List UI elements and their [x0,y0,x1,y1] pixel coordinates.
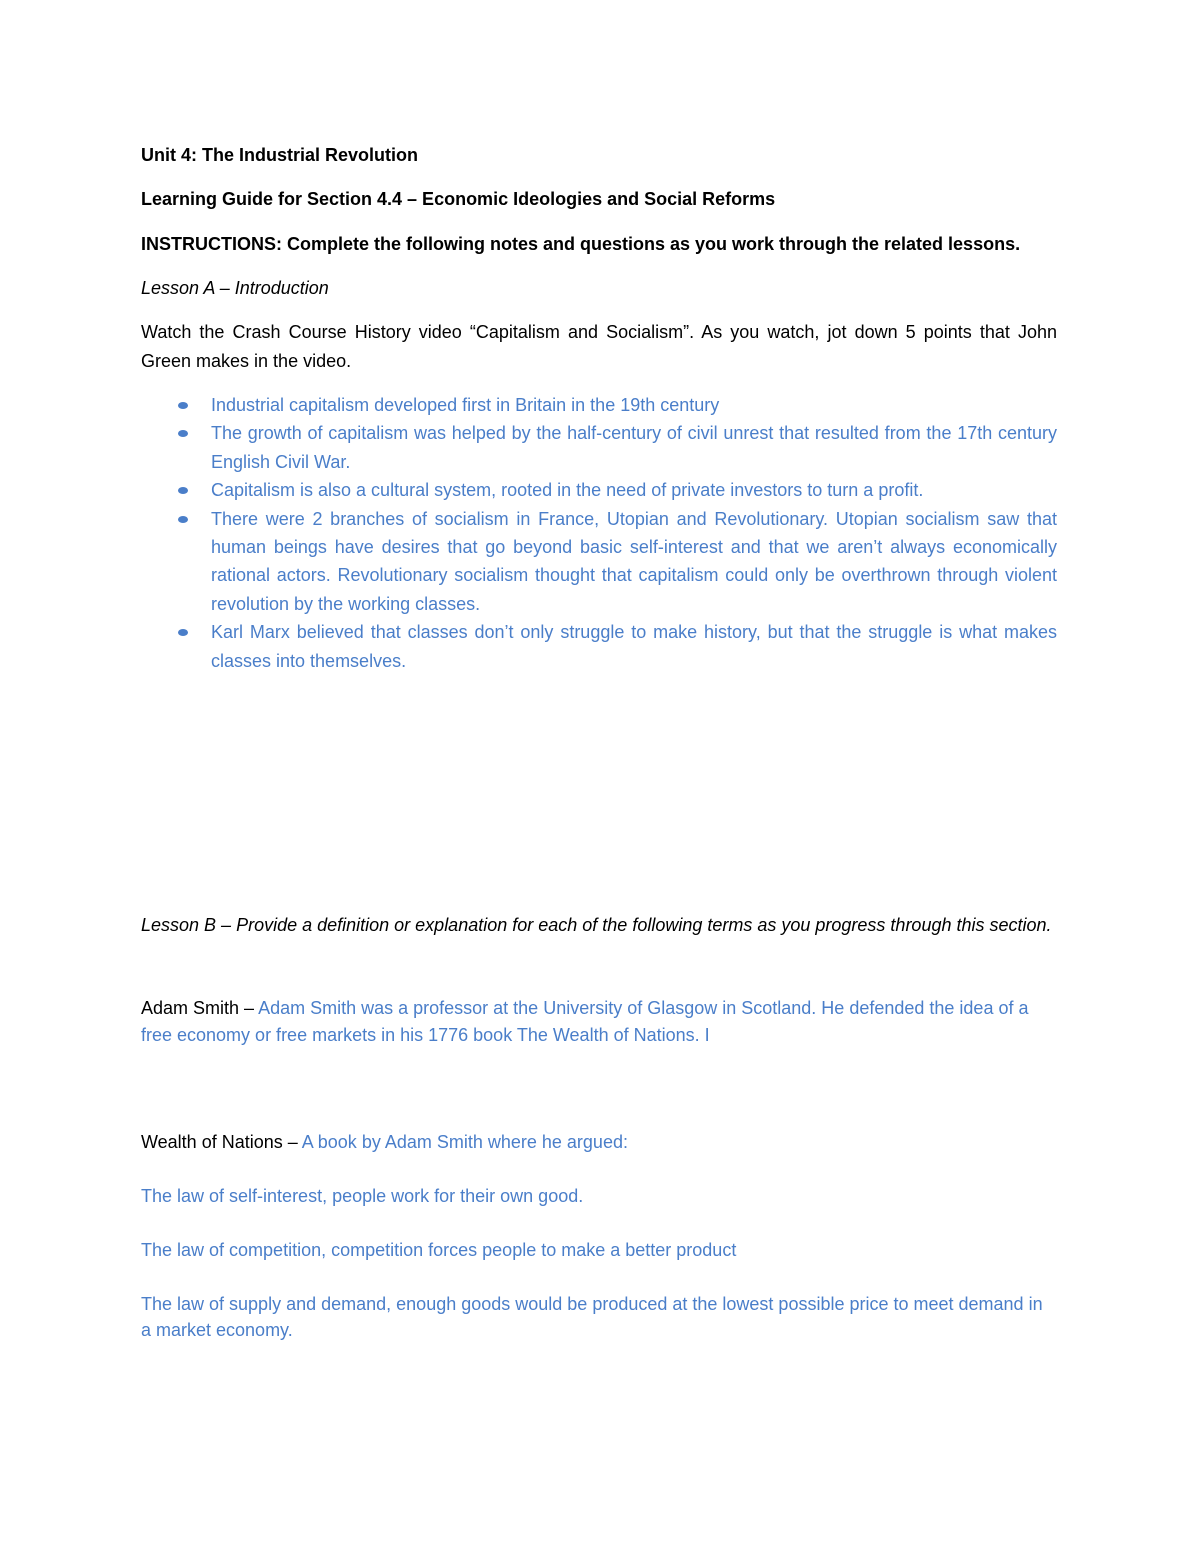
adam-smith-term: Adam Smith – [141,998,259,1018]
bullet-dot-icon [178,487,188,494]
wealth-of-nations-answer: A book by Adam Smith where he argued: [301,1132,628,1152]
list-item [176,505,1057,619]
instructions: INSTRUCTIONS: Complete the following notes and questions as you work through the related lessons. [141,234,1021,254]
list-item [176,419,1057,476]
bullet-dot-icon [178,430,188,437]
point-text: The growth of capitalism was helped by the half-century of civil unrest that resulted from the 17th century English Civil War. [211,423,1057,472]
list-item [176,476,1057,504]
unit-title: Unit 4: The Industrial Revolution [141,145,419,165]
list-item [176,618,1057,675]
point-text: Capitalism is also a cultural system, rooted in the need of private investors to turn a profit. [211,480,924,501]
point-text: There were 2 branches of socialism in France, Utopian and Revolutionary. Utopian socialism saw that human beings have desires that go beyond basic self-interest and that we aren’t always economically rational actors. Revolutionary socialism thought that capitalism could only be overthrown through violent revolution by the working classes. [211,508,1057,614]
lesson-a-points-list [176,391,1057,675]
guide-title: Learning Guide for Section 4.4 – Economic Ideologies and Social Reforms [141,189,776,209]
list-item [176,391,1057,419]
bullet-dot-icon [178,516,188,523]
wealth-of-nations-term: Wealth of Nations – [141,1132,302,1152]
bullet-dot-icon [178,402,188,409]
lesson-b-heading: Lesson B – Provide a definition or explanation for each of the following terms as you progress through this section. [141,915,1052,935]
point-text: Karl Marx believed that classes don’t only struggle to make history, but that the struggle is what makes classes into themselves. [211,622,1057,671]
adam-smith-entry [141,995,1057,1048]
law-competition: The law of competition, competition forces people to make a better product [141,1240,737,1260]
lesson-a-heading: Lesson A – Introduction [141,278,329,298]
point-text: Industrial capitalism developed first in Britain in the 19th century [211,395,720,415]
wealth-of-nations-entry [141,1128,1057,1157]
bullet-dot-icon [178,629,188,636]
law-supply-demand: The law of supply and demand, enough goods would be produced at the lowest possible price to meet demand in a market economy. [141,1294,1043,1340]
law-self-interest: The law of self-interest, people work for their own good. [141,1186,584,1206]
adam-smith-answer: Adam Smith was a professor at the University of Glasgow in Scotland. He defended the idea of a free economy or free markets in his 1776 book The Wealth of Nations. I [141,998,1029,1045]
lesson-a-prompt: Watch the Crash Course History video “Capitalism and Socialism”. As you watch, jot down 5 points that John Green makes in the video. [141,322,1057,371]
